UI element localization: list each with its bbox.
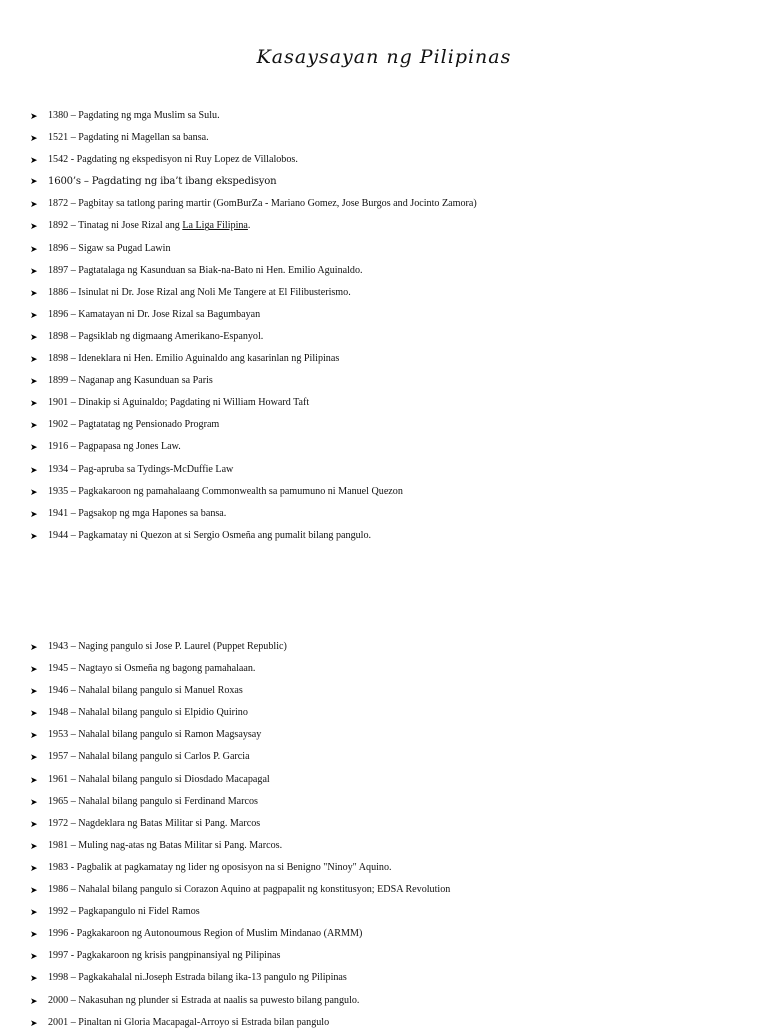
arrowhead-bullet-icon: ➤ bbox=[30, 376, 38, 387]
timeline-item bbox=[30, 702, 450, 724]
timeline-item bbox=[30, 1012, 450, 1034]
timeline-text: Nagdeklara ng Batas Militar si Pang. Marcos bbox=[78, 817, 261, 829]
timeline-text: Pagtatatag ng Pensionado Program bbox=[78, 419, 220, 431]
timeline-year: 1899 bbox=[48, 375, 69, 387]
timeline-item bbox=[30, 680, 450, 702]
timeline-text: Nahalal bilang pangulo si Manuel Roxas bbox=[78, 685, 243, 697]
timeline-separator: - bbox=[68, 928, 77, 940]
timeline-item bbox=[30, 835, 450, 857]
timeline-year: 2001 bbox=[48, 1016, 69, 1028]
arrowhead-bullet-icon: ➤ bbox=[30, 111, 38, 121]
timeline-item bbox=[30, 857, 450, 879]
arrowhead-bullet-icon: ➤ bbox=[30, 1017, 38, 1028]
arrowhead-bullet-icon: ➤ bbox=[30, 398, 38, 409]
timeline-year: 1901 bbox=[48, 397, 69, 409]
arrowhead-bullet-icon: ➤ bbox=[30, 287, 38, 298]
timeline-item bbox=[30, 769, 450, 791]
timeline-text: Pagkapangulo ni Fidel Ramos bbox=[78, 906, 200, 918]
timeline-item bbox=[30, 304, 477, 326]
timeline-year: 1943 bbox=[48, 641, 69, 652]
timeline-year: 1934 bbox=[48, 463, 69, 475]
timeline-year: 1948 bbox=[48, 707, 69, 719]
timeline-separator: – bbox=[68, 994, 79, 1006]
timeline-separator: – bbox=[68, 353, 79, 365]
timeline-year: 1996 bbox=[48, 928, 69, 940]
timeline-year: 1986 bbox=[48, 884, 69, 896]
timeline-text: Nahalal bilang pangulo si Diosdado Macapagal bbox=[78, 773, 270, 785]
arrowhead-bullet-icon: ➤ bbox=[30, 530, 38, 541]
timeline-year: 1965 bbox=[48, 795, 69, 807]
timeline-year: 1935 bbox=[48, 485, 69, 497]
timeline-text: Pagdating ng ekspedisyon ni Ruy Lopez de Villalobos. bbox=[76, 154, 298, 166]
timeline-separator: – bbox=[68, 529, 79, 541]
arrowhead-bullet-icon: ➤ bbox=[30, 818, 38, 829]
timeline-year: 1872 bbox=[48, 198, 69, 210]
arrowhead-bullet-icon: ➤ bbox=[30, 929, 38, 940]
timeline-text: Ideneklara ni Hen. Emilio Aguinaldo ang kasarinlan ng Pilipinas bbox=[78, 353, 340, 365]
timeline-year: 1953 bbox=[48, 729, 69, 741]
arrowhead-bullet-icon: ➤ bbox=[30, 995, 38, 1006]
timeline-separator: – bbox=[68, 507, 79, 519]
arrowhead-bullet-icon: ➤ bbox=[30, 221, 38, 232]
timeline-item bbox=[30, 127, 477, 149]
timeline-year: 1896 bbox=[48, 308, 69, 320]
timeline-separator: – bbox=[68, 707, 79, 719]
timeline-item bbox=[30, 967, 450, 989]
arrowhead-bullet-icon: ➤ bbox=[30, 133, 38, 144]
timeline-item bbox=[30, 193, 477, 215]
timeline-text: Nahalal bilang pangulo si Corazon Aquino at pagpapalit ng konstitusyon; EDSA Revolution bbox=[78, 884, 451, 896]
timeline-separator: – bbox=[68, 663, 79, 675]
timeline-year: 1945 bbox=[48, 663, 69, 675]
timeline-separator: – bbox=[80, 176, 92, 188]
timeline-separator: – bbox=[68, 751, 79, 763]
timeline-year: 1521 bbox=[48, 132, 69, 144]
timeline-text-end: . bbox=[247, 220, 251, 232]
timeline-text: Pagsiklab ng digmaang Amerikano-Espanyol. bbox=[78, 330, 264, 342]
timeline-item bbox=[30, 481, 477, 503]
timeline-item bbox=[30, 525, 477, 547]
timeline-separator: – bbox=[68, 906, 79, 918]
timeline-item bbox=[30, 414, 477, 436]
document-title: Kasaysayan ng Pilipinas bbox=[256, 46, 512, 68]
timeline-text: Pagdating ng mga Muslim sa Sulu. bbox=[78, 110, 220, 121]
timeline-year: 1600’s bbox=[48, 176, 81, 188]
arrowhead-bullet-icon: ➤ bbox=[30, 730, 38, 741]
arrowhead-bullet-icon: ➤ bbox=[30, 354, 38, 365]
timeline-item bbox=[30, 945, 450, 967]
timeline-text: Pagtatalaga ng Kasunduan sa Biak-na-Bato ni Hen. Emilio Aguinaldo. bbox=[78, 264, 363, 276]
arrowhead-bullet-icon: ➤ bbox=[30, 862, 38, 873]
timeline-separator: – bbox=[68, 485, 79, 497]
timeline-text: Muling nag-atas ng Batas Militar si Pang. Marcos. bbox=[78, 839, 283, 851]
timeline-year: 1957 bbox=[48, 751, 69, 763]
timeline-separator: – bbox=[68, 972, 79, 984]
arrowhead-bullet-icon: ➤ bbox=[30, 331, 38, 342]
arrowhead-bullet-icon: ➤ bbox=[30, 420, 38, 431]
timeline-year: 1886 bbox=[48, 286, 69, 298]
timeline-text: Sigaw sa Pugad Lawin bbox=[78, 242, 171, 254]
timeline-separator: – bbox=[68, 286, 79, 298]
timeline-item bbox=[30, 215, 477, 237]
timeline-text: Pagdating ng iba’t ibang ekspedisyon bbox=[91, 176, 277, 188]
arrowhead-bullet-icon: ➤ bbox=[30, 199, 38, 210]
arrowhead-bullet-icon: ➤ bbox=[30, 796, 38, 807]
timeline-year: 1983 bbox=[48, 861, 69, 873]
timeline-item bbox=[30, 392, 477, 414]
arrowhead-bullet-icon: ➤ bbox=[30, 973, 38, 984]
timeline-item bbox=[30, 901, 450, 923]
timeline-text: Naging pangulo si Jose P. Laurel (Puppet Republic) bbox=[78, 641, 287, 652]
timeline-list-part-2 bbox=[30, 636, 450, 1034]
timeline-text: Kamatayan ni Dr. Jose Rizal sa Bagumbayan bbox=[78, 308, 261, 320]
timeline-separator: – bbox=[68, 132, 79, 144]
timeline-item bbox=[30, 879, 450, 901]
timeline-year: 1961 bbox=[48, 773, 69, 785]
arrowhead-bullet-icon: ➤ bbox=[30, 265, 38, 276]
timeline-separator: – bbox=[68, 397, 79, 409]
timeline-item bbox=[30, 149, 477, 171]
timeline-separator: – bbox=[68, 441, 79, 453]
timeline-text: Isinulat ni Dr. Jose Rizal ang Noli Me Tangere at El Filibusterismo. bbox=[78, 286, 351, 298]
timeline-year: 1944 bbox=[48, 529, 69, 541]
timeline-separator: – bbox=[68, 685, 79, 697]
timeline-year: 1898 bbox=[48, 330, 69, 342]
arrowhead-bullet-icon: ➤ bbox=[30, 508, 38, 519]
timeline-list-part-1 bbox=[30, 105, 477, 547]
timeline-text: Nagtayo si Osmeña ng bagong pamahalaan. bbox=[78, 663, 256, 675]
timeline-separator: – bbox=[68, 308, 79, 320]
timeline-separator: – bbox=[68, 795, 79, 807]
timeline-separator: – bbox=[68, 1016, 79, 1028]
timeline-item bbox=[30, 260, 477, 282]
timeline-item bbox=[30, 791, 450, 813]
timeline-separator: – bbox=[68, 884, 79, 896]
timeline-item bbox=[30, 990, 450, 1012]
arrowhead-bullet-icon: ➤ bbox=[30, 642, 38, 652]
timeline-text: Nahalal bilang pangulo si Elpidio Quirino bbox=[78, 707, 248, 719]
arrowhead-bullet-icon: ➤ bbox=[30, 177, 38, 188]
timeline-year: 1981 bbox=[48, 839, 69, 851]
timeline-separator: – bbox=[68, 729, 79, 741]
timeline-year: 1897 bbox=[48, 264, 69, 276]
timeline-text: Pinaltan ni Gloria Macapagal-Arroyo si Estrada bilan pangulo bbox=[78, 1016, 330, 1028]
timeline-separator: - bbox=[68, 861, 77, 873]
arrowhead-bullet-icon: ➤ bbox=[30, 664, 38, 675]
timeline-separator: – bbox=[68, 463, 79, 475]
timeline-item bbox=[30, 636, 450, 658]
arrowhead-bullet-icon: ➤ bbox=[30, 243, 38, 254]
timeline-year: 1380 bbox=[48, 110, 69, 121]
timeline-text: Pagkakaroon ng Autonoumous Region of Muslim Mindanao (ARMM) bbox=[76, 928, 363, 940]
timeline-separator: - bbox=[68, 950, 77, 962]
timeline-separator: – bbox=[68, 198, 79, 210]
timeline-item bbox=[30, 436, 477, 458]
timeline-item bbox=[30, 282, 477, 304]
timeline-item bbox=[30, 370, 477, 392]
arrowhead-bullet-icon: ➤ bbox=[30, 752, 38, 763]
timeline-separator: – bbox=[68, 641, 79, 652]
timeline-item bbox=[30, 171, 477, 193]
timeline-separator: – bbox=[68, 773, 79, 785]
timeline-separator: – bbox=[68, 817, 79, 829]
timeline-item bbox=[30, 459, 477, 481]
timeline-text: Pag-apruba sa Tydings-McDuffie Law bbox=[78, 463, 234, 475]
arrowhead-bullet-icon: ➤ bbox=[30, 840, 38, 851]
timeline-year: 1896 bbox=[48, 242, 69, 254]
timeline-text: Pagbitay sa tatlong paring martir (GomBurZa - Mariano Gomez, Jose Burgos and Jocinto Zamora) bbox=[78, 198, 477, 210]
timeline-item bbox=[30, 923, 450, 945]
timeline-item bbox=[30, 348, 477, 370]
timeline-text: Pagbalik at pagkamatay ng lider ng oposisyon na si Benigno "Ninoy" Aquino. bbox=[76, 861, 392, 873]
timeline-text: Pagkamatay ni Quezon at si Sergio Osmeña ang pumalit bilang pangulo. bbox=[78, 529, 372, 541]
arrowhead-bullet-icon: ➤ bbox=[30, 907, 38, 918]
timeline-year: 1998 bbox=[48, 972, 69, 984]
timeline-item bbox=[30, 105, 477, 127]
arrowhead-bullet-icon: ➤ bbox=[30, 464, 38, 475]
timeline-separator: - bbox=[68, 154, 77, 166]
timeline-year: 1992 bbox=[48, 906, 69, 918]
timeline-separator: – bbox=[68, 839, 79, 851]
timeline-separator: – bbox=[68, 110, 79, 121]
timeline-text: Dinakip si Aguinaldo; Pagdating ni William Howard Taft bbox=[78, 397, 310, 409]
arrowhead-bullet-icon: ➤ bbox=[30, 686, 38, 697]
timeline-text: Nahalal bilang pangulo si Ferdinand Marcos bbox=[78, 795, 258, 807]
timeline-text: Pagkakahalal ni.Joseph Estrada bilang ika-13 pangulo ng Pilipinas bbox=[78, 972, 347, 984]
timeline-item bbox=[30, 238, 477, 260]
timeline-item bbox=[30, 503, 477, 525]
arrowhead-bullet-icon: ➤ bbox=[30, 155, 38, 166]
timeline-text: Nahalal bilang pangulo si Carlos P. Garcia bbox=[78, 751, 250, 763]
timeline-year: 1902 bbox=[48, 419, 69, 431]
timeline-separator: – bbox=[68, 375, 79, 387]
timeline-text: Pagpapasa ng Jones Law. bbox=[78, 441, 181, 453]
timeline-item bbox=[30, 658, 450, 680]
timeline-text: Pagsakop ng mga Hapones sa bansa. bbox=[78, 507, 227, 519]
timeline-year: 1946 bbox=[48, 685, 69, 697]
timeline-text: Pagkakaroon ng pamahalaang Commonwealth sa pamumuno ni Manuel Quezon bbox=[78, 485, 403, 497]
timeline-text: Nakasuhan ng plunder si Estrada at naalis sa puwesto bilang pangulo. bbox=[78, 994, 360, 1006]
timeline-year: 1916 bbox=[48, 441, 69, 453]
timeline-year: 1972 bbox=[48, 817, 69, 829]
timeline-year: 1941 bbox=[48, 507, 69, 519]
timeline-text: Nahalal bilang pangulo si Ramon Magsaysay bbox=[78, 729, 262, 741]
timeline-item bbox=[30, 746, 450, 768]
timeline-separator: – bbox=[68, 220, 79, 232]
arrowhead-bullet-icon: ➤ bbox=[30, 708, 38, 719]
arrowhead-bullet-icon: ➤ bbox=[30, 774, 38, 785]
timeline-separator: – bbox=[68, 242, 79, 254]
timeline-item bbox=[30, 326, 477, 348]
timeline-year: 1892 bbox=[48, 220, 69, 232]
timeline-text: Tinatag ni Jose Rizal ang bbox=[78, 220, 183, 232]
timeline-year: 1898 bbox=[48, 353, 69, 365]
timeline-text: Naganap ang Kasunduan sa Paris bbox=[78, 375, 213, 387]
timeline-item bbox=[30, 724, 450, 746]
timeline-item bbox=[30, 813, 450, 835]
arrowhead-bullet-icon: ➤ bbox=[30, 951, 38, 962]
timeline-separator: – bbox=[68, 330, 79, 342]
timeline-text: Pagdating ni Magellan sa bansa. bbox=[78, 132, 209, 144]
timeline-year: 2000 bbox=[48, 994, 69, 1006]
arrowhead-bullet-icon: ➤ bbox=[30, 885, 38, 896]
timeline-text: Pagkakaroon ng krisis pangpinansiyal ng Pilipinas bbox=[76, 950, 281, 962]
timeline-separator: – bbox=[68, 264, 79, 276]
timeline-year: 1997 bbox=[48, 950, 69, 962]
arrowhead-bullet-icon: ➤ bbox=[30, 309, 38, 320]
arrowhead-bullet-icon: ➤ bbox=[30, 442, 38, 453]
timeline-year: 1542 bbox=[48, 154, 69, 166]
organization-name: La Liga Filipina bbox=[182, 220, 248, 232]
timeline-separator: – bbox=[68, 419, 79, 431]
arrowhead-bullet-icon: ➤ bbox=[30, 486, 38, 497]
